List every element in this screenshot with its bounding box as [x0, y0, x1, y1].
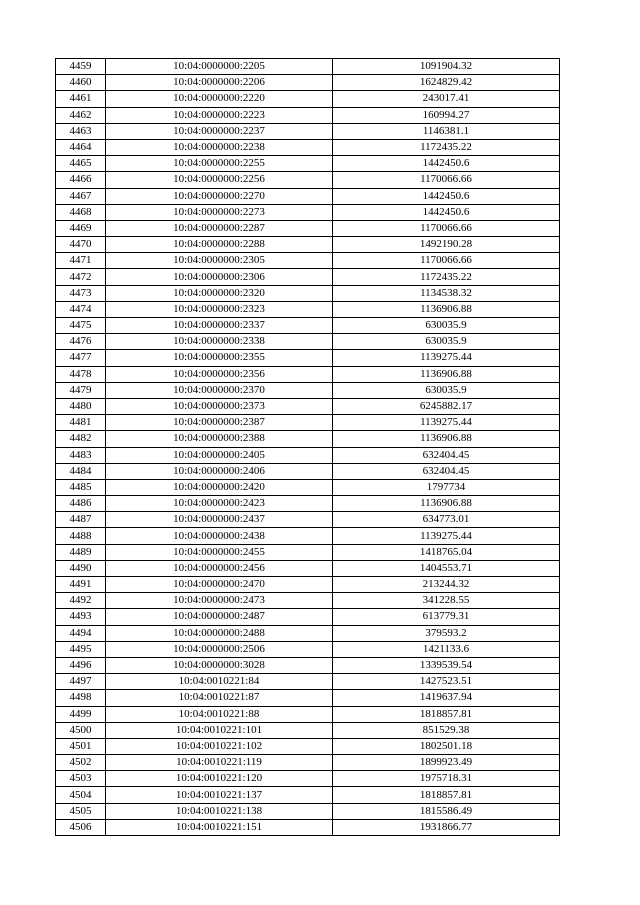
value-cell: 1136906.88	[333, 431, 560, 447]
cadastral-number-cell: 10:04:0000000:2256	[106, 172, 333, 188]
row-number-cell: 4474	[56, 301, 106, 317]
table-row	[56, 431, 560, 447]
row-number-cell: 4466	[56, 172, 106, 188]
row-number-cell: 4503	[56, 771, 106, 787]
row-number-cell: 4479	[56, 382, 106, 398]
table-row	[56, 318, 560, 334]
table-row	[56, 301, 560, 317]
table-row	[56, 593, 560, 609]
row-number-cell: 4489	[56, 544, 106, 560]
cadastral-number-cell: 10:04:0000000:2420	[106, 479, 333, 495]
table-row	[56, 447, 560, 463]
table-row	[56, 544, 560, 560]
value-cell: 1815586.49	[333, 803, 560, 819]
table-row	[56, 139, 560, 155]
cadastral-number-cell: 10:04:0000000:2487	[106, 609, 333, 625]
cadastral-number-cell: 10:04:0000000:2320	[106, 285, 333, 301]
table-row	[56, 220, 560, 236]
row-number-cell: 4463	[56, 123, 106, 139]
cadastral-number-cell: 10:04:0000000:2370	[106, 382, 333, 398]
cadastral-number-cell: 10:04:0000000:2238	[106, 139, 333, 155]
table-row	[56, 107, 560, 123]
table-row	[56, 496, 560, 512]
table-row	[56, 560, 560, 576]
value-cell: 1136906.88	[333, 496, 560, 512]
value-cell: 630035.9	[333, 382, 560, 398]
table-row	[56, 641, 560, 657]
table-row	[56, 237, 560, 253]
table-row	[56, 479, 560, 495]
row-number-cell: 4468	[56, 204, 106, 220]
value-cell: 1624829.42	[333, 75, 560, 91]
cadastral-number-cell: 10:04:0010221:84	[106, 674, 333, 690]
row-number-cell: 4481	[56, 415, 106, 431]
cadastral-number-cell: 10:04:0000000:2455	[106, 544, 333, 560]
value-cell: 1172435.22	[333, 269, 560, 285]
row-number-cell: 4484	[56, 463, 106, 479]
row-number-cell: 4490	[56, 560, 106, 576]
cadastral-number-cell: 10:04:0000000:2273	[106, 204, 333, 220]
row-number-cell: 4469	[56, 220, 106, 236]
table-row	[56, 269, 560, 285]
value-cell: 1339539.54	[333, 657, 560, 673]
table-row	[56, 657, 560, 673]
row-number-cell: 4471	[56, 253, 106, 269]
cadastral-number-cell: 10:04:0010221:87	[106, 690, 333, 706]
value-cell: 160994.27	[333, 107, 560, 123]
cadastral-number-cell: 10:04:0010221:102	[106, 738, 333, 754]
data-table	[55, 58, 560, 836]
value-cell: 1404553.71	[333, 560, 560, 576]
row-number-cell: 4493	[56, 609, 106, 625]
row-number-cell: 4495	[56, 641, 106, 657]
table-row	[56, 75, 560, 91]
row-number-cell: 4482	[56, 431, 106, 447]
row-number-cell: 4496	[56, 657, 106, 673]
table-row	[56, 803, 560, 819]
row-number-cell: 4480	[56, 398, 106, 414]
table-row	[56, 738, 560, 754]
value-cell: 1170066.66	[333, 220, 560, 236]
row-number-cell: 4502	[56, 755, 106, 771]
table-row	[56, 415, 560, 431]
cadastral-number-cell: 10:04:0000000:2388	[106, 431, 333, 447]
cadastral-number-cell: 10:04:0000000:3028	[106, 657, 333, 673]
row-number-cell: 4476	[56, 334, 106, 350]
row-number-cell: 4483	[56, 447, 106, 463]
table-row	[56, 382, 560, 398]
value-cell: 1899923.49	[333, 755, 560, 771]
value-cell: 1170066.66	[333, 172, 560, 188]
row-number-cell: 4467	[56, 188, 106, 204]
table-row	[56, 755, 560, 771]
cadastral-number-cell: 10:04:0010221:137	[106, 787, 333, 803]
value-cell: 1421133.6	[333, 641, 560, 657]
table-row	[56, 123, 560, 139]
row-number-cell: 4498	[56, 690, 106, 706]
cadastral-number-cell: 10:04:0010221:88	[106, 706, 333, 722]
cadastral-number-cell: 10:04:0000000:2287	[106, 220, 333, 236]
row-number-cell: 4459	[56, 59, 106, 75]
table-row	[56, 91, 560, 107]
cadastral-number-cell: 10:04:0000000:2423	[106, 496, 333, 512]
value-cell: 613779.31	[333, 609, 560, 625]
row-number-cell: 4462	[56, 107, 106, 123]
value-cell: 851529.38	[333, 722, 560, 738]
cadastral-number-cell: 10:04:0000000:2323	[106, 301, 333, 317]
value-cell: 1427523.51	[333, 674, 560, 690]
value-cell: 1136906.88	[333, 366, 560, 382]
value-cell: 1139275.44	[333, 528, 560, 544]
value-cell: 1418765.04	[333, 544, 560, 560]
table-row	[56, 398, 560, 414]
cadastral-number-cell: 10:04:0000000:2405	[106, 447, 333, 463]
row-number-cell: 4477	[56, 350, 106, 366]
row-number-cell: 4491	[56, 577, 106, 593]
value-cell: 1802501.18	[333, 738, 560, 754]
value-cell: 1170066.66	[333, 253, 560, 269]
cadastral-number-cell: 10:04:0000000:2337	[106, 318, 333, 334]
value-cell: 1442450.6	[333, 204, 560, 220]
row-number-cell: 4472	[56, 269, 106, 285]
value-cell: 1139275.44	[333, 415, 560, 431]
table-row	[56, 787, 560, 803]
table-row	[56, 172, 560, 188]
row-number-cell: 4499	[56, 706, 106, 722]
cadastral-number-cell: 10:04:0000000:2205	[106, 59, 333, 75]
cadastral-number-cell: 10:04:0000000:2220	[106, 91, 333, 107]
value-cell: 1419637.94	[333, 690, 560, 706]
value-cell: 6245882.17	[333, 398, 560, 414]
cadastral-number-cell: 10:04:0000000:2406	[106, 463, 333, 479]
value-cell: 1136906.88	[333, 301, 560, 317]
cadastral-number-cell: 10:04:0000000:2223	[106, 107, 333, 123]
table-row	[56, 722, 560, 738]
row-number-cell: 4475	[56, 318, 106, 334]
row-number-cell: 4485	[56, 479, 106, 495]
cadastral-number-cell: 10:04:0010221:120	[106, 771, 333, 787]
table-row	[56, 625, 560, 641]
table-row	[56, 528, 560, 544]
cadastral-number-cell: 10:04:0000000:2488	[106, 625, 333, 641]
table-row	[56, 609, 560, 625]
value-cell: 1146381.1	[333, 123, 560, 139]
value-cell: 630035.9	[333, 318, 560, 334]
table-row	[56, 819, 560, 835]
value-cell: 1492190.28	[333, 237, 560, 253]
table-row	[56, 188, 560, 204]
table-body	[56, 59, 560, 836]
cadastral-number-cell: 10:04:0000000:2270	[106, 188, 333, 204]
table-row	[56, 204, 560, 220]
cadastral-number-cell: 10:04:0000000:2206	[106, 75, 333, 91]
row-number-cell: 4464	[56, 139, 106, 155]
value-cell: 379593.2	[333, 625, 560, 641]
table-row	[56, 59, 560, 75]
cadastral-number-cell: 10:04:0010221:101	[106, 722, 333, 738]
table-row	[56, 674, 560, 690]
table-row	[56, 285, 560, 301]
row-number-cell: 4505	[56, 803, 106, 819]
table-row	[56, 366, 560, 382]
table-row	[56, 512, 560, 528]
cadastral-number-cell: 10:04:0000000:2456	[106, 560, 333, 576]
cadastral-number-cell: 10:04:0000000:2506	[106, 641, 333, 657]
cadastral-number-cell: 10:04:0010221:119	[106, 755, 333, 771]
cadastral-number-cell: 10:04:0000000:2237	[106, 123, 333, 139]
table-row	[56, 577, 560, 593]
value-cell: 1091904.32	[333, 59, 560, 75]
cadastral-number-cell: 10:04:0000000:2305	[106, 253, 333, 269]
cadastral-number-cell: 10:04:0000000:2437	[106, 512, 333, 528]
row-number-cell: 4487	[56, 512, 106, 528]
row-number-cell: 4506	[56, 819, 106, 835]
value-cell: 1931866.77	[333, 819, 560, 835]
table-row	[56, 334, 560, 350]
table-row	[56, 690, 560, 706]
table-row	[56, 156, 560, 172]
row-number-cell: 4465	[56, 156, 106, 172]
value-cell: 634773.01	[333, 512, 560, 528]
value-cell: 632404.45	[333, 463, 560, 479]
cadastral-number-cell: 10:04:0000000:2306	[106, 269, 333, 285]
row-number-cell: 4488	[56, 528, 106, 544]
cadastral-number-cell: 10:04:0000000:2473	[106, 593, 333, 609]
table-row	[56, 253, 560, 269]
value-cell: 1172435.22	[333, 139, 560, 155]
cadastral-number-cell: 10:04:0000000:2438	[106, 528, 333, 544]
row-number-cell: 4460	[56, 75, 106, 91]
cadastral-number-cell: 10:04:0010221:138	[106, 803, 333, 819]
value-cell: 1975718.31	[333, 771, 560, 787]
row-number-cell: 4504	[56, 787, 106, 803]
value-cell: 1797734	[333, 479, 560, 495]
row-number-cell: 4500	[56, 722, 106, 738]
cadastral-number-cell: 10:04:0000000:2355	[106, 350, 333, 366]
value-cell: 1442450.6	[333, 156, 560, 172]
value-cell: 1442450.6	[333, 188, 560, 204]
table-row	[56, 771, 560, 787]
row-number-cell: 4470	[56, 237, 106, 253]
cadastral-number-cell: 10:04:0000000:2470	[106, 577, 333, 593]
row-number-cell: 4461	[56, 91, 106, 107]
cadastral-number-cell: 10:04:0000000:2356	[106, 366, 333, 382]
row-number-cell: 4473	[56, 285, 106, 301]
row-number-cell: 4478	[56, 366, 106, 382]
value-cell: 341228.55	[333, 593, 560, 609]
row-number-cell: 4501	[56, 738, 106, 754]
value-cell: 630035.9	[333, 334, 560, 350]
cadastral-number-cell: 10:04:0000000:2373	[106, 398, 333, 414]
row-number-cell: 4486	[56, 496, 106, 512]
cadastral-number-cell: 10:04:0010221:151	[106, 819, 333, 835]
value-cell: 213244.32	[333, 577, 560, 593]
value-cell: 243017.41	[333, 91, 560, 107]
cadastral-number-cell: 10:04:0000000:2387	[106, 415, 333, 431]
value-cell: 1818857.81	[333, 706, 560, 722]
table-row	[56, 350, 560, 366]
table-row	[56, 463, 560, 479]
value-cell: 1134538.32	[333, 285, 560, 301]
value-cell: 632404.45	[333, 447, 560, 463]
value-cell: 1139275.44	[333, 350, 560, 366]
cadastral-number-cell: 10:04:0000000:2338	[106, 334, 333, 350]
row-number-cell: 4492	[56, 593, 106, 609]
row-number-cell: 4497	[56, 674, 106, 690]
cadastral-number-cell: 10:04:0000000:2255	[106, 156, 333, 172]
value-cell: 1818857.81	[333, 787, 560, 803]
table-row	[56, 706, 560, 722]
cadastral-number-cell: 10:04:0000000:2288	[106, 237, 333, 253]
row-number-cell: 4494	[56, 625, 106, 641]
